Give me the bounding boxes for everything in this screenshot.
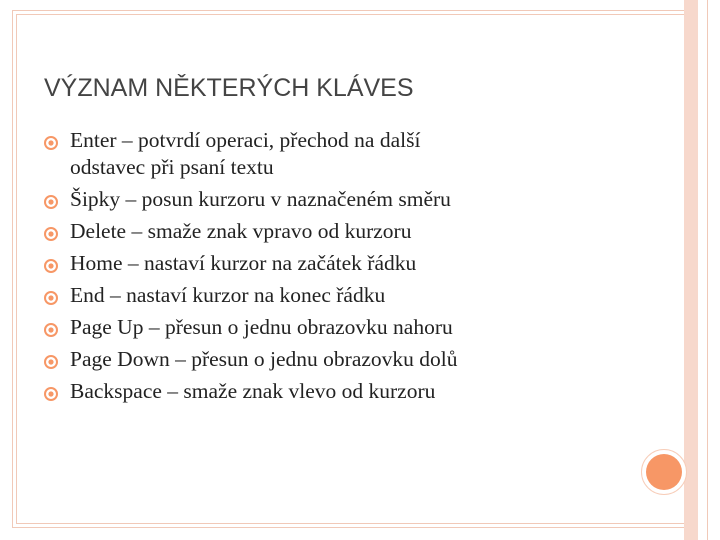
list-item-text: Page Down – přesun o jednu obrazovku dolů <box>70 347 458 371</box>
list-item-text: Backspace – smaže znak vlevo od kurzoru <box>70 379 436 403</box>
list-item-text: Home – nastaví kurzor na začátek řádku <box>70 251 417 275</box>
slide-title: VÝZNAM NĚKTERÝCH KLÁVES <box>44 74 414 102</box>
sun-bullet-icon <box>44 227 58 241</box>
list-item-backspace <box>44 378 644 405</box>
decorative-right-line <box>707 0 708 540</box>
sun-bullet-icon <box>44 195 58 209</box>
list-item-page-up <box>44 314 644 341</box>
list-item-arrows <box>44 186 644 213</box>
decorative-right-band <box>684 0 698 540</box>
list-item-text: Page Up – přesun o jednu obrazovku nahoru <box>70 315 453 339</box>
list-item-text-continued: odstavec při psaní textu <box>70 155 274 179</box>
sun-bullet-icon <box>44 387 58 401</box>
list-item-home <box>44 250 644 277</box>
sun-bullet-icon <box>44 355 58 369</box>
sun-bullet-icon <box>44 291 58 305</box>
sun-bullet-icon <box>44 323 58 337</box>
list-item-text: Enter – potvrdí operaci, přechod na další <box>70 128 421 152</box>
list-item-delete <box>44 218 644 245</box>
sun-bullet-icon <box>44 136 58 150</box>
decorative-circle-icon <box>641 449 687 495</box>
list-item-end <box>44 282 644 309</box>
list-item-text: Delete – smaže znak vpravo od kurzoru <box>70 219 412 243</box>
sun-bullet-icon <box>44 259 58 273</box>
list-item-text: End – nastaví kurzor na konec řádku <box>70 283 386 307</box>
list-item-enter <box>44 127 644 181</box>
list-item-page-down <box>44 346 644 373</box>
list-item-text: Šipky – posun kurzoru v naznačeném směru <box>70 187 451 211</box>
key-list <box>44 127 644 410</box>
